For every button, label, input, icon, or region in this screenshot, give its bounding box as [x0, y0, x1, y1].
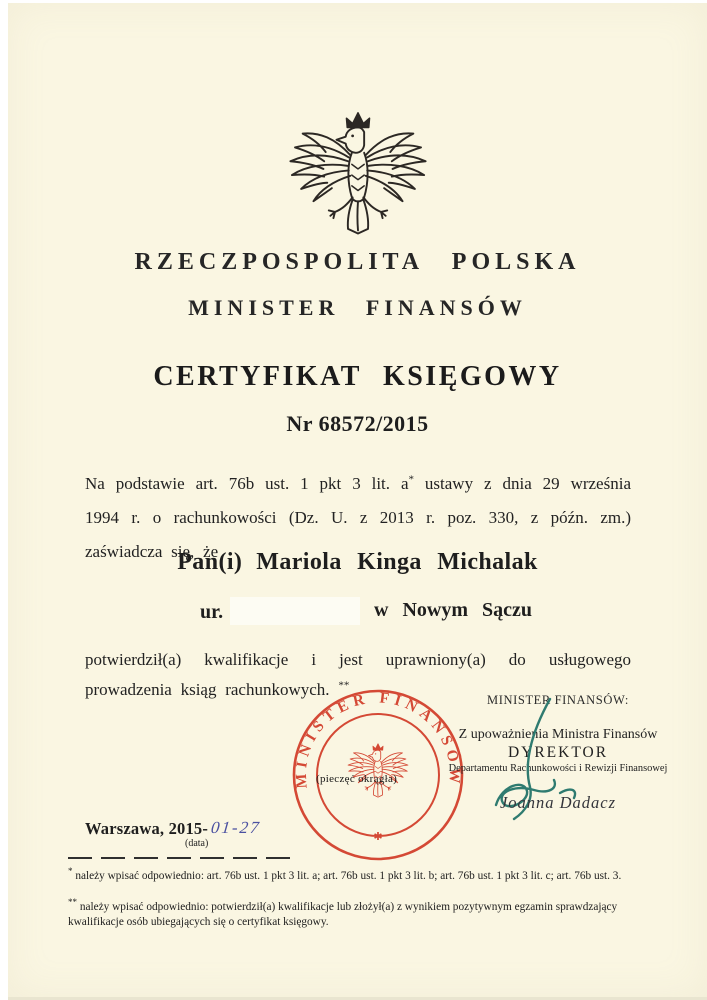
country-header: RZECZPOSPOLITA POLSKA	[134, 249, 581, 275]
footnote-1-text: należy wpisać odpowiednio: art. 76b ust. 1 pkt 3 lit. a; art. 76b ust. 1 pkt 3 lit. b; art. 76b ust. 1 pkt 3 lit. c; art. 76b ust. 3.	[75, 869, 622, 882]
holder-name: Mariola Kinga Michalak	[256, 549, 538, 575]
handwritten-date: 01-27	[210, 818, 262, 837]
born-label: ur.	[200, 601, 224, 623]
footnote-2-marker: **	[68, 897, 77, 907]
footnote-separator	[68, 857, 294, 859]
authorization-line: Z upoważnienia Ministra Finansów	[458, 727, 658, 742]
birthplace: w Nowym Sączu	[374, 599, 532, 621]
date-caption: (data)	[185, 838, 209, 849]
footnote-2-text: należy wpisać odpowiednio: potwierdził(a) kwalifikacje lub złożył(a) z wynikiem pozytywnym egzamin sprawdzający kwalifikacje osób ubiegających się o certyfikat księgowy.	[68, 900, 618, 928]
footnote-marker-1: *	[408, 473, 414, 486]
date-printed: Warszawa, 2015-	[85, 819, 209, 838]
footnote-marker-2: **	[338, 679, 350, 692]
footnote-2	[68, 895, 664, 930]
certificate-title: CERTYFIKAT KSIĘGOWY	[153, 361, 562, 392]
footnote-1	[68, 864, 664, 884]
signature-block	[444, 693, 672, 833]
legal-basis-text-2: ustawy z dnia 29 września 1994 r. o rachunkowości (Dz. U. z 2013 r. poz. 330, z późn. zm.) zaświadcza się, że	[85, 474, 631, 561]
signer-role: DYREKTOR	[507, 744, 609, 761]
holder-salutation: Pan(i)	[177, 549, 243, 575]
holder-name-line	[8, 549, 707, 576]
ministry-header: MINISTER FINANSÓW	[188, 295, 527, 320]
round-stamp	[288, 685, 468, 865]
certificate-paper	[8, 3, 707, 1000]
statement-text: potwierdził(a) kwalifikacje i jest uprawniony(a) do usługowego prowadzenia ksiąg rachunkowych.	[85, 650, 631, 699]
stamp-ring-text: MINISTER FINANSÓW	[292, 689, 464, 789]
signer-department: Departamentu Rachunkowości i Rewizji Finansowej	[448, 763, 668, 774]
redacted-birthdate-box	[230, 597, 360, 625]
legal-basis-text-1: Na podstawie art. 76b ust. 1 pkt 3 lit. a	[85, 474, 409, 493]
signer-name: Joanna Dadacz	[499, 793, 617, 812]
date-block	[85, 819, 261, 855]
stamp-caption: (pieczęć okrągła)	[316, 773, 398, 785]
certificate-number: Nr 68572/2015	[286, 411, 429, 436]
stamp-ornament-icon: ✱	[373, 831, 383, 843]
minister-heading: MINISTER FINANSÓW:	[487, 693, 629, 707]
footnote-1-marker: *	[68, 866, 73, 876]
polish-eagle-emblem	[280, 109, 436, 255]
